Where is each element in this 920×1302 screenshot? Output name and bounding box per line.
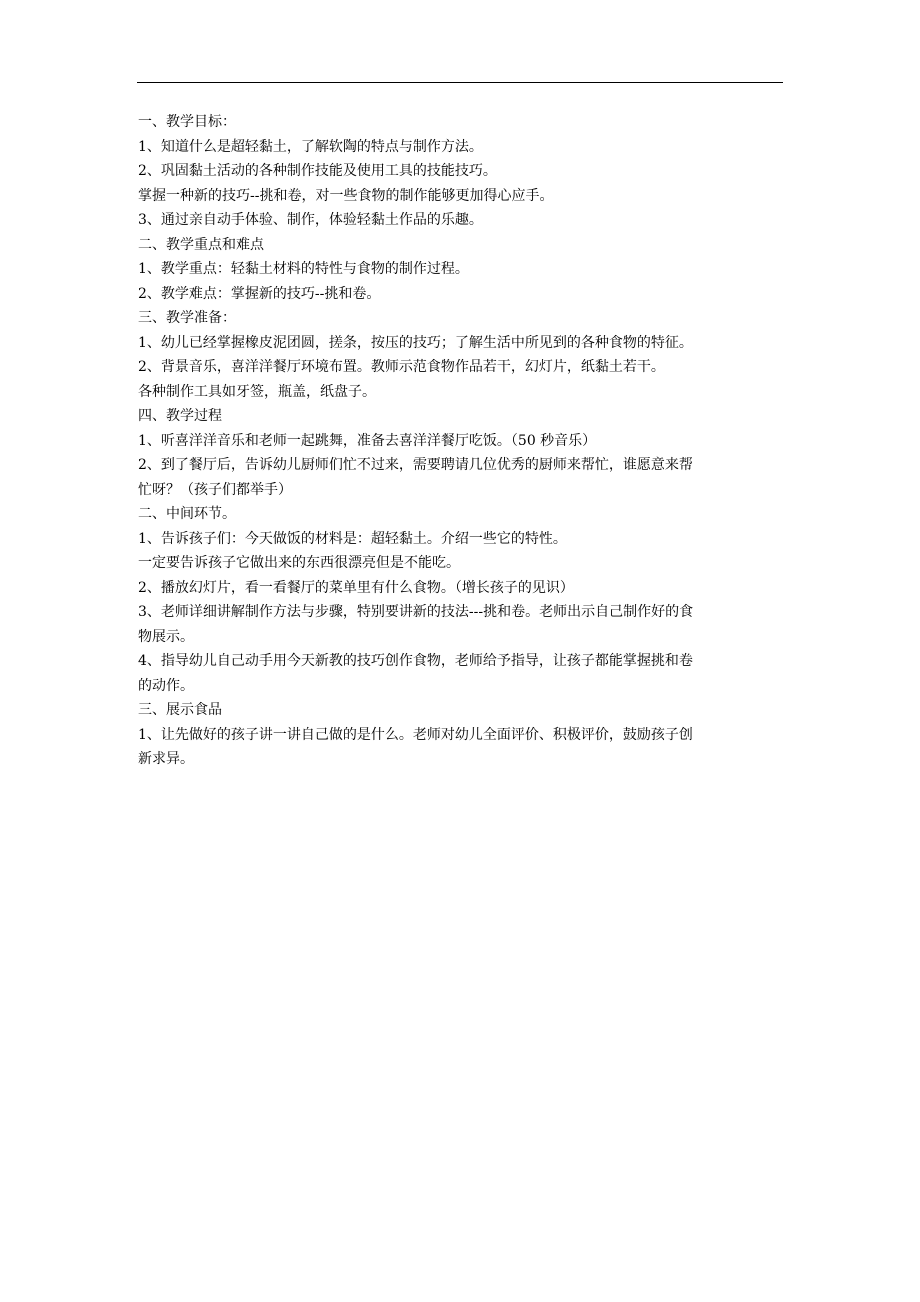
text-line: 1、听喜洋洋音乐和老师一起跳舞，准备去喜洋洋餐厅吃饭。（50 秒音乐） [138,432,597,449]
text-line: 1、知道什么是超轻黏土，了解软陶的特点与制作方法。 [138,138,483,155]
text-line: 3、老师详细讲解制作方法与步骤，特别要讲新的技法---挑和卷。老师出示自己制作好的食 [138,604,694,620]
header-rule [137,82,783,83]
text-line: 1、让先做好的孩子讲一讲自己做的是什么。老师对幼儿全面评价、积极评价，鼓励孩子创 [138,726,693,743]
text-line: 2、巩固黏土活动的各种制作技能及使用工具的技能技巧。 [138,163,497,179]
text-line: 忙呀？（孩子们都举手） [138,481,292,498]
text-line: 2、到了餐厅后，告诉幼儿厨师们忙不过来，需要聘请几位优秀的厨师来帮忙，谁愿意来帮 [138,457,693,473]
text-line: 的动作。 [138,677,194,694]
heading-key-points: 二、教学重点和难点 [138,236,264,253]
text-line: 1、幼儿已经掌握橡皮泥团圆，搓条，按压的技巧；了解生活中所见到的各种食物的特征。 [138,334,693,351]
text-line: 1、教学重点：轻黏土材料的特性与食物的制作过程。 [138,261,469,277]
document-body [138,110,783,772]
heading-middle-stage: 二、中间环节。 [138,506,236,522]
text-line: 3、通过亲自动手体验、制作，体验轻黏土作品的乐趣。 [138,212,483,228]
text-line: 1、告诉孩子们：今天做饭的材料是：超轻黏土。介绍一些它的特性。 [138,530,567,547]
text-line: 2、播放幻灯片，看一看餐厅的菜单里有什么食物。（增长孩子的见识） [138,579,574,596]
heading-preparation: 三、教学准备： [138,310,236,326]
text-line: 新求异。 [138,751,194,767]
text-line: 一定要告诉孩子它做出来的东西很漂亮但是不能吃。 [138,555,460,571]
heading-teaching-goals: 一、教学目标： [138,114,236,130]
heading-teaching-process: 四、教学过程 [138,408,222,424]
text-line: 物展示。 [138,628,194,645]
text-line: 2、教学难点：掌握新的技巧--挑和卷。 [138,285,381,302]
heading-food-showcase: 三、展示食品 [138,702,222,718]
text-line: 4、指导幼儿自己动手用今天新教的技巧创作食物，老师给予指导，让孩子都能掌握挑和卷 [138,653,693,669]
text-line: 2、背景音乐，喜洋洋餐厅环境布置。教师示范食物作品若干，幻灯片，纸黏土若干。 [138,359,665,375]
text-line: 各种制作工具如牙签，瓶盖，纸盘子。 [138,383,376,400]
text-line: 掌握一种新的技巧--挑和卷，对一些食物的制作能够更加得心应手。 [138,187,554,204]
